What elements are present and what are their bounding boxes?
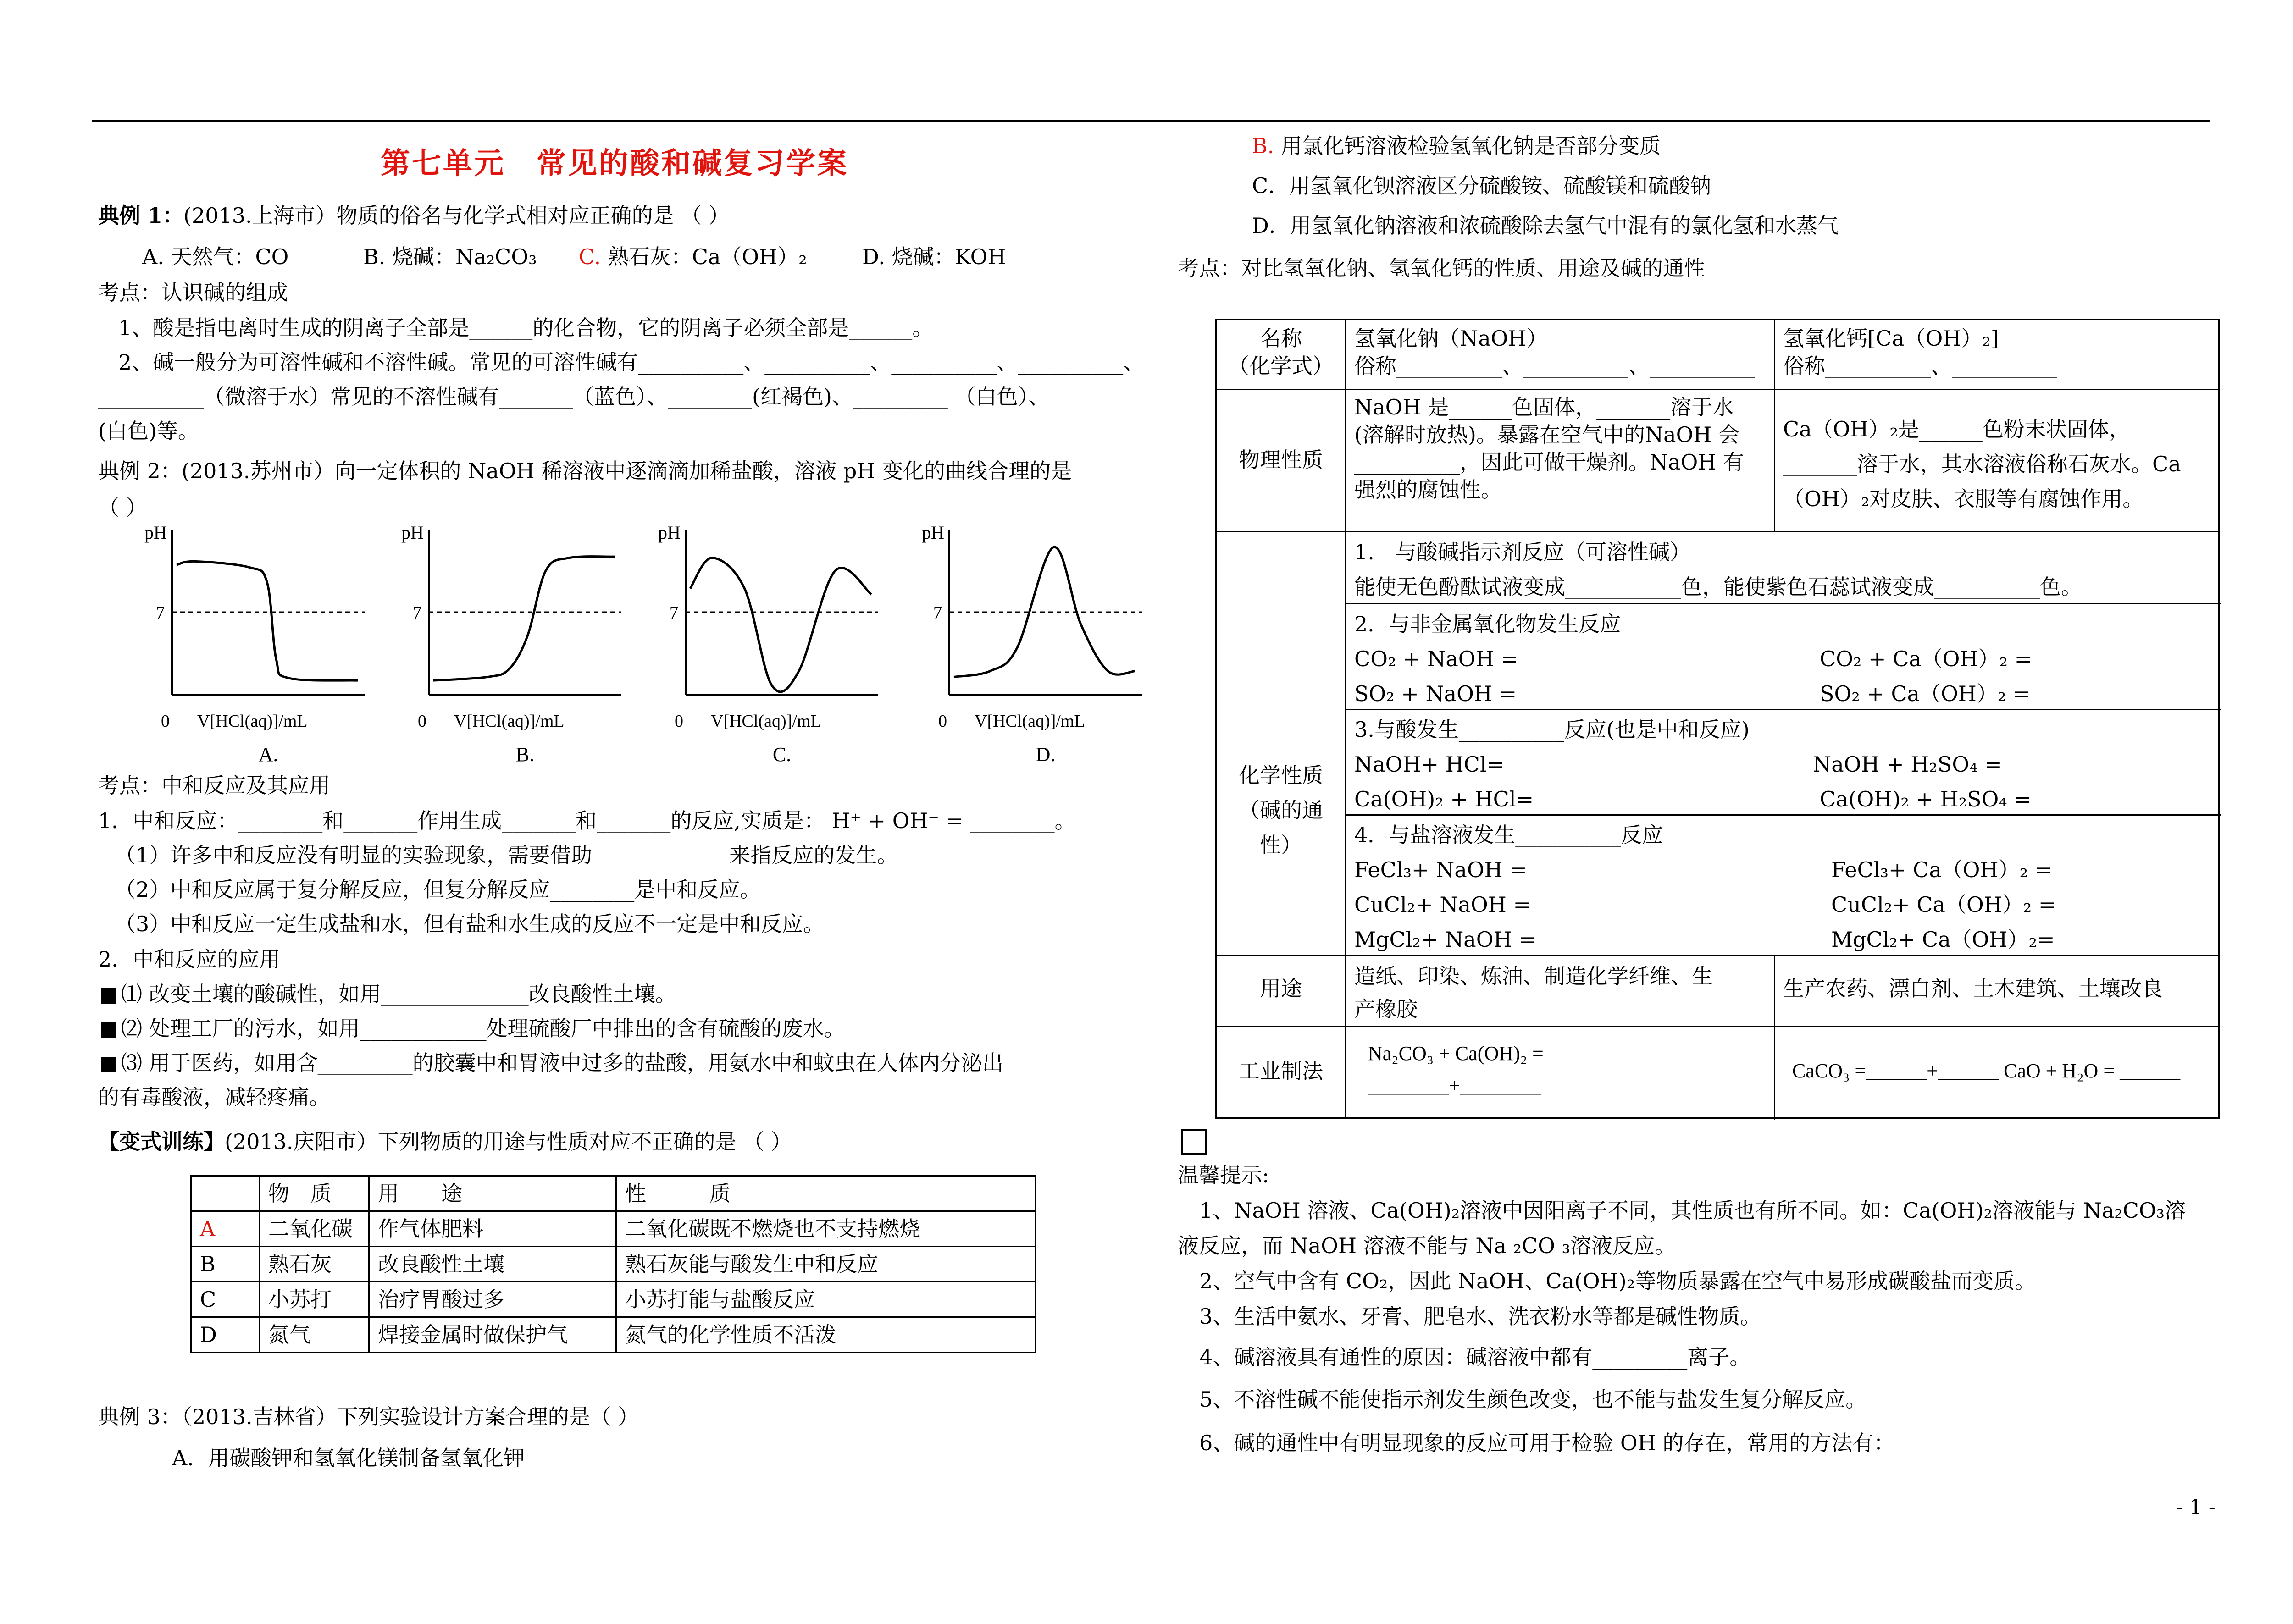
variant-training-table	[190, 1175, 1036, 1353]
row-letter: D	[191, 1317, 260, 1353]
bullet-square-icon	[101, 1022, 116, 1038]
use-label: 用途	[1260, 976, 1302, 1001]
neutralization-note-2: （2）中和反应属于复分解反应，但复分解反应________是中和反应。	[115, 877, 761, 902]
table-row	[191, 1317, 1036, 1353]
row-letter: C	[191, 1282, 260, 1317]
example-3-option-d: D．用氢氧化钠溶液和浓硫酸除去氢气中混有的氯化氢和水蒸气	[1252, 213, 1839, 238]
table-row	[191, 1211, 1036, 1247]
row-letter: B	[191, 1247, 260, 1282]
tip-1: 1、NaOH 溶液、Ca(OH)₂溶液中因阳离子不同，其性质也有所不同。如：Ca(OH)₂溶液能与 Na₂CO₃溶	[1199, 1198, 2186, 1223]
origin-label: 0	[938, 712, 947, 731]
application-soil: ⑴ 改变土壤的酸碱性，如用______________改良酸性土壤。	[101, 980, 676, 1008]
tip-4: 4、碱溶液具有通性的原因：碱溶液中都有_________离子。	[1199, 1345, 1751, 1370]
example-2-stem: 典例 2：(2013.苏州市）向一定体积的 NaOH 稀溶液中逐滴滴加稀盐酸，溶液 pH 变化的曲线合理的是	[98, 458, 1072, 483]
origin-label: 0	[161, 712, 170, 731]
table-header-cell	[191, 1176, 260, 1211]
x-axis-label: V[HCl(aq)]/mL	[711, 712, 821, 731]
table-header-cell: 性 质	[616, 1176, 1036, 1211]
ph-curve	[433, 557, 615, 680]
tick-label-7: 7	[156, 603, 165, 623]
checkbox[interactable]	[1181, 1129, 1207, 1155]
comparison-table	[1215, 319, 2220, 1119]
tick-label-7: 7	[933, 603, 942, 623]
example-3-option-a: A．用碳酸钾和氢氧化镁制备氢氧化钾	[172, 1446, 525, 1470]
row-property: 氮气的化学性质不活泼	[616, 1317, 1036, 1353]
chart-option-label: B.	[515, 743, 535, 766]
tip-2: 2、空气中含有 CO₂，因此 NaOH、Ca(OH)₂等物质暴露在空气中易形成碳酸盐而变质。	[1199, 1269, 2036, 1293]
row-use: 焊接金属时做保护气	[369, 1317, 616, 1353]
neutralization-note-3: （3）中和反应一定生成盐和水，但有盐和水生成的反应不一定是中和反应。	[115, 911, 825, 936]
example-3-stem: 典例 3：（2013.吉林省）下列实验设计方案合理的是（ ）	[98, 1404, 639, 1429]
example-1-label: 典例 1：	[98, 203, 184, 228]
example-1-option-b: B. 烧碱：Na₂CO₃	[363, 244, 537, 269]
naoh-use: 造纸、印染、炼油、制造化学纤维、生 产橡胶	[1354, 964, 1713, 1022]
table-header-cell: 用 途	[369, 1176, 616, 1211]
page-number: - 1 -	[2176, 1496, 2215, 1519]
kaodian-1: 考点：认识碱的组成	[98, 280, 288, 305]
neutralization-definition: 1．中和反应：________和_______作用生成_______和_______的反应,实质是： H⁺ + OH⁻ = ________。	[98, 808, 1076, 833]
bullet-square-icon	[101, 1057, 116, 1072]
example-1-option-d: D. 烧碱：KOH	[862, 244, 1006, 269]
application-medicine: ⑶ 用于医药，如用含_________的胶囊中和胃液中过多的盐酸，用氨水中和蚊虫在人体内分泌出	[101, 1049, 1003, 1077]
tip-3: 3、生活中氨水、牙膏、肥皂水、洗衣粉水等都是碱性物质。	[1199, 1304, 1761, 1329]
origin-label: 0	[418, 712, 426, 731]
chem-nonmetal-oxide: 2．与非金属氧化物发生反应 CO₂ + NaOH = CO₂ + Ca（OH）₂ = SO₂ + NaOH = SO₂ + Ca（OH）₂ =	[1354, 612, 2033, 706]
option-b-letter: B.	[1252, 133, 1274, 158]
example-1-option-c: C. 熟石灰：Ca（OH）₂	[579, 244, 807, 269]
tick-label-7: 7	[670, 603, 678, 623]
y-axis-label: pH	[401, 522, 424, 543]
y-axis-label: pH	[922, 522, 944, 543]
row-substance: 小苏打	[260, 1282, 369, 1317]
chem-indicator: 1. 与酸碱指示剂反应（可溶性碱） 能使无色酚酞试液变成___________色，能使紫色石蕊试液变成__________色。	[1354, 540, 2082, 599]
base-classification-end: (白色)等。	[98, 419, 199, 443]
chem-salt: 4．与盐溶液发生__________反应 FeCl₃+ NaOH = FeCl₃+ Ca（OH）₂ = CuCl₂+ NaOH = CuCl₂+ Ca（OH）₂ = MgCl₂+ NaOH = MgCl₂+ Ca（OH）₂=	[1354, 823, 2056, 952]
example-3-option-b: B. 用氯化钙溶液检验氢氧化钠是否部分变质	[1252, 133, 1661, 158]
industrial-label: 工业制法	[1239, 1059, 1323, 1083]
example-1-option-a: A. 天然气：CO	[142, 244, 289, 269]
tip-6: 6、碱的通性中有明显现象的反应可用于检验 OH 的存在，常用的方法有：	[1199, 1431, 1895, 1455]
y-axis-label: pH	[144, 522, 167, 543]
caoh-name: 氢氧化钙[Ca（OH）₂] 俗称__________、__________	[1783, 326, 2057, 378]
table-row	[191, 1247, 1036, 1282]
row-use: 作气体肥料	[369, 1211, 616, 1247]
table-header-cell: 物 质	[260, 1176, 369, 1211]
caoh-use: 生产农药、漂白剂、土木建筑、土壤改良	[1783, 976, 2163, 1001]
tip-5: 5、不溶性碱不能使指示剂发生颜色改变，也不能与盐发生复分解反应。	[1199, 1387, 1867, 1412]
neutralization-note-1: （1）许多中和反应没有明显的实验现象，需要借助_____________来指反应的发生。	[115, 843, 898, 867]
table-row	[191, 1282, 1036, 1317]
chemical-label: 化学性质 （碱的通 性）	[1239, 763, 1323, 857]
row-substance: 二氧化碳	[260, 1211, 369, 1247]
caoh-industrial: CaCO₃ =______+______ CaO + H₂O = ______	[1792, 1060, 2181, 1082]
tip-1-cont: 液反应，而 NaOH 溶液不能与 Na ₂CO ₃溶液反应。	[1178, 1233, 1676, 1258]
base-classification: 2、碱一般分为可溶性碱和不溶性碱。常见的可溶性碱有__________、__________、__________、__________、	[118, 350, 1145, 375]
variant-training-label: 【变式训练】	[98, 1129, 225, 1154]
example-3-option-c: C．用氢氧化钡溶液区分硫酸铵、硫酸镁和硫酸钠	[1252, 173, 1711, 198]
caoh-physical: Ca（OH）₂是______色粉末状固体， _______溶于水，其水溶液俗称石灰水。Ca （OH）₂对皮肤、衣服等有腐蚀作用。	[1783, 417, 2181, 511]
tips-title: 温馨提示:	[1178, 1163, 1269, 1188]
chart-option-label: D.	[1036, 743, 1056, 766]
example-1-stem: 典例 1：(2013.上海市）物质的俗名与化学式相对应正确的是 （ ）	[98, 203, 730, 228]
variant-training-stem: 【变式训练】(2013.庆阳市）下列物质的用途与性质对应不正确的是 （ ）	[98, 1129, 792, 1154]
application-medicine-cont: 的有毒酸液，减轻疼痛。	[98, 1085, 330, 1110]
row-substance: 熟石灰	[260, 1247, 369, 1282]
base-classification-cont: __________（微溶于水）常见的不溶性碱有_______（蓝色）、________(红褐色)、_________ （白色）、	[98, 384, 1050, 409]
naoh-physical: NaOH 是______色固体，_______溶于水 (溶解时放热)。暴露在空气中的NaOH 会 __________，因此可做干燥剂。NaOH 有 强烈的腐蚀性。	[1354, 395, 1745, 502]
kaodian-3: 考点：对比氢氧化钠、氢氧化钙的性质、用途及碱的通性	[1178, 256, 1705, 281]
row-property: 小苏打能与盐酸反应	[616, 1282, 1036, 1317]
origin-label: 0	[675, 712, 683, 731]
ph-curve	[690, 558, 871, 692]
naoh-industrial: Na₂CO₃ + Ca(OH)₂ = ________+________	[1368, 1042, 1544, 1097]
tick-label-7: 7	[413, 603, 421, 623]
example-2-paren: （ ）	[98, 495, 147, 520]
table-header-row	[191, 1176, 1036, 1211]
option-c-letter: C.	[579, 244, 601, 269]
x-axis-label: V[HCl(aq)]/mL	[975, 712, 1085, 731]
ph-charts-svg	[0, 0, 1192, 779]
row-property: 二氧化碳既不燃烧也不支持燃烧	[616, 1211, 1036, 1247]
y-axis-label: pH	[658, 522, 681, 543]
acid-definition: 1、酸是指电离时生成的阴离子全部是______的化合物，它的阴离子必须全部是______。	[118, 315, 934, 340]
physical-label: 物理性质	[1239, 447, 1323, 472]
name-label: 名称 （化学式）	[1228, 326, 1334, 378]
row-letter: A	[191, 1211, 260, 1247]
ph-curve	[177, 561, 358, 680]
chem-acid: 3.与酸发生__________反应(也是中和反应) NaOH+ HCl= NaOH + H₂SO₄ = Ca(OH)₂ + HCl= Ca(OH)₂ + H₂SO₄ =	[1354, 717, 2032, 812]
naoh-name: 氢氧化钠（NaOH） 俗称__________、__________、__________	[1354, 326, 1755, 378]
application-wastewater: ⑵ 处理工厂的污水，如用____________处理硫酸厂中排出的含有硫酸的废水。	[101, 1015, 845, 1042]
row-property: 熟石灰能与酸发生中和反应	[616, 1247, 1036, 1282]
chart-option-label: A.	[258, 743, 278, 766]
x-axis-label: V[HCl(aq)]/mL	[197, 712, 308, 731]
kaodian-2: 考点：中和反应及其应用	[98, 773, 330, 798]
chart-option-label: C.	[772, 743, 792, 766]
row-use: 治疗胃酸过多	[369, 1282, 616, 1317]
ph-charts	[0, 0, 1192, 779]
bullet-square-icon	[101, 988, 116, 1004]
row-use: 改良酸性土壤	[369, 1247, 616, 1282]
applications-heading: 2．中和反应的应用	[98, 947, 281, 972]
x-axis-label: V[HCl(aq)]/mL	[454, 712, 565, 731]
page-title: 第七单元 常见的酸和碱复习学案	[381, 146, 848, 181]
row-substance: 氮气	[260, 1317, 369, 1353]
